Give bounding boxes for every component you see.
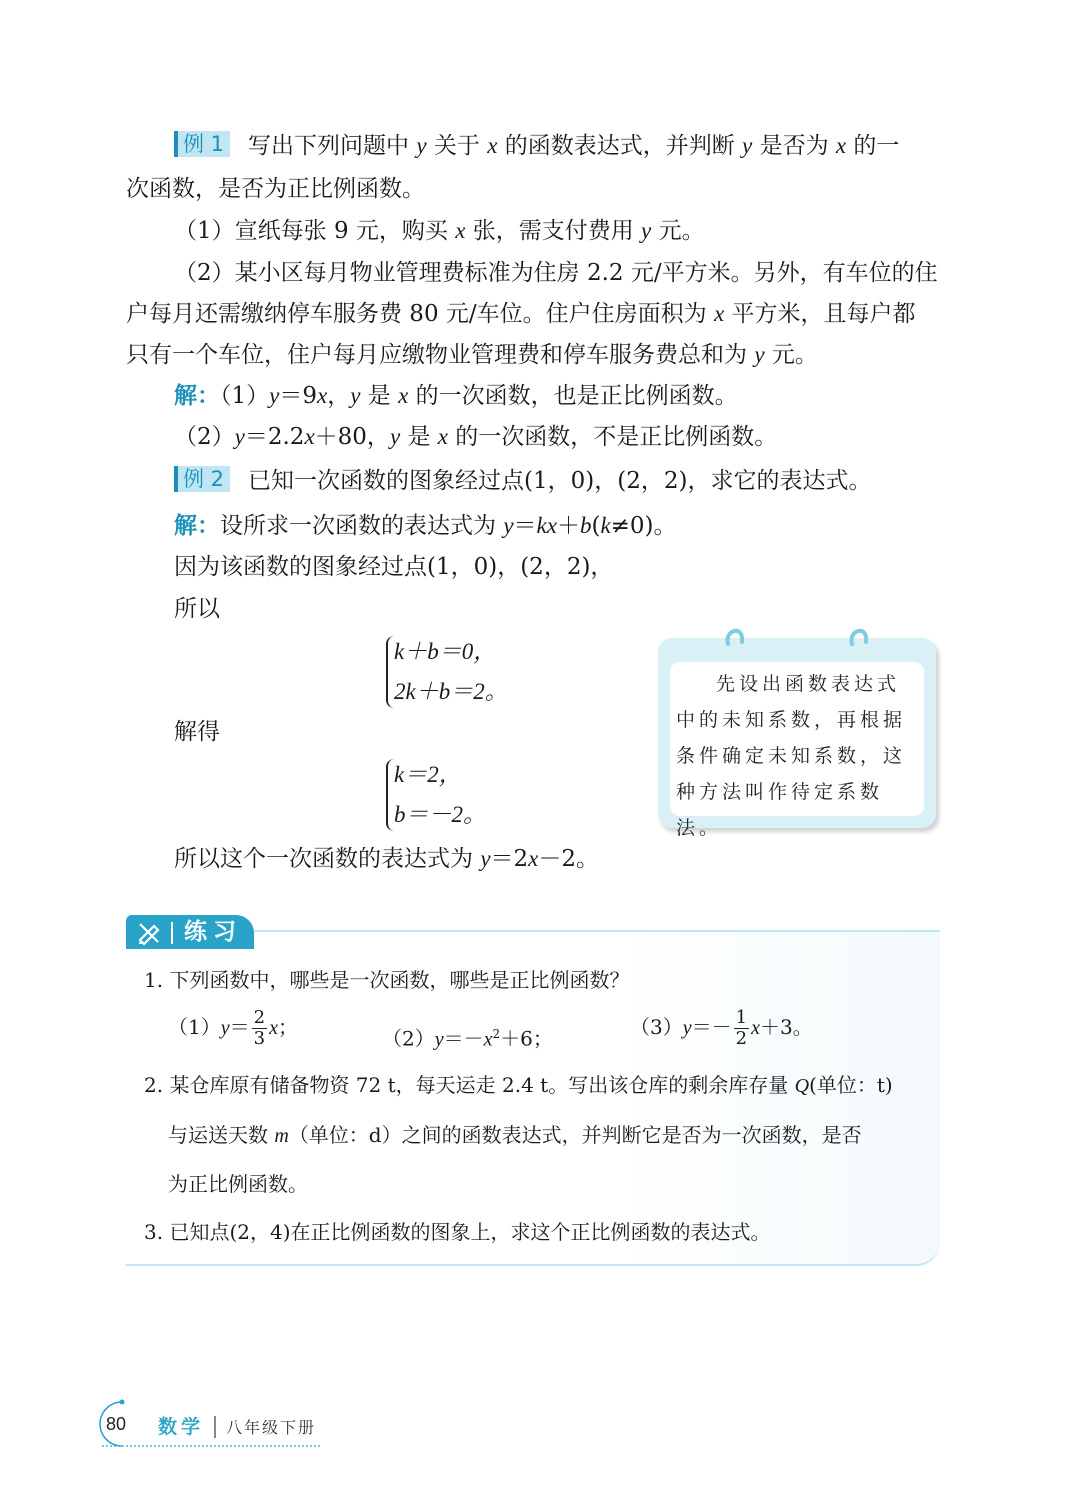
- equation-row: k＝2，: [394, 762, 462, 787]
- practice-title: 练习: [184, 919, 242, 945]
- example1-q2-line3: 只有一个车位，住户每月应缴物业管理费和停车服务费总和为 y 元。: [126, 342, 818, 368]
- example1-q1: （1）宣纸每张 9 元，购买 x 张，需支付费用 y 元。: [174, 218, 705, 244]
- example1-line1: 例 1 写出下列问题中 y 关于 x 的函数表达式，并判断 y 是否为 x 的一: [174, 130, 899, 162]
- example1-tag: 例 1: [174, 131, 230, 157]
- equation-row: b＝－2。: [394, 802, 486, 827]
- example2-solution3: 所以: [174, 596, 220, 622]
- practice-q1: 1. 下列函数中，哪些是一次函数，哪些是正比例函数？: [144, 968, 630, 992]
- example1-solution1: 解：（1）y＝9x，y 是 x 的一次函数，也是正比例函数。: [174, 383, 738, 409]
- example2-solution1: 解：设所求一次函数的表达式为 y＝kx＋b(k≠0)。: [174, 513, 677, 539]
- page-number: 80: [106, 1414, 127, 1434]
- practice-q2-line1: 2. 某仓库原有储备物资 72 t，每天运走 2.4 t。写出该仓库的剩余库存量 Q(单位：t): [144, 1073, 893, 1097]
- binder-ring-icon: [724, 622, 746, 652]
- practice-q2-line2: 与运送天数 m（单位：d）之间的函数表达式，并判断它是否为一次函数，是否: [168, 1123, 862, 1147]
- note-card: [658, 638, 936, 839]
- example2-solution2: 因为该函数的图象经过点(1，0)，(2，2)，: [174, 554, 614, 580]
- example1-line2: 次函数，是否为正比例函数。: [126, 176, 425, 202]
- practice-q1-item2: $(2)y=-x^2+6$；: [382, 1026, 553, 1051]
- footer-book-title: 八年级下册: [226, 1418, 317, 1437]
- example1-solution2: （2）y＝2.2x＋80，y 是 x 的一次函数，不是正比例函数。: [174, 424, 778, 450]
- footer-subject: 数学: [158, 1416, 205, 1438]
- solution-label: 解：: [174, 383, 220, 409]
- example1-q2-line2: 户每月还需缴纳停车服务费 80 元/车位。住户住房面积为 x 平方米，且每户都: [126, 301, 916, 327]
- example2-line1: 例 2 已知一次函数的图象经过点(1，0)，(2，2)，求它的表达式。: [174, 465, 871, 497]
- example1-q2-line1: （2）某小区每月物业管理费标准为住房 2.2 元/平方米。另外，有车位的住: [174, 260, 938, 286]
- example2-conclusion: 所以这个一次函数的表达式为 y＝2x－2。: [174, 846, 600, 872]
- equation-system-2: [386, 755, 586, 839]
- example2-solution4: 解得: [174, 719, 220, 745]
- practice-q3: 3. 已知点(2，4)在正比例函数的图象上，求这个正比例函数的表达式。: [144, 1220, 771, 1244]
- binder-ring-icon: [848, 622, 870, 652]
- practice-q2-line3: 为正比例函数。: [168, 1172, 308, 1196]
- note-text: 先设出函数表达式中的未知系数，再根据条件确定未知系数，这种方法叫作待定系数法。: [676, 673, 907, 839]
- practice-q1-item3: （3）y＝－ $\frac{1}{2}$ x＋3。: [630, 1007, 813, 1049]
- pencil-ruler-icon: [136, 920, 162, 946]
- solution-label: 解：: [174, 513, 220, 539]
- example2-tag: 例 2: [174, 466, 230, 492]
- equation-row: k＋b＝0，: [394, 639, 497, 664]
- practice-q1-item1: （1）y＝ $\frac{2}{3}$ x；: [168, 1007, 298, 1049]
- equation-system-1: [386, 632, 586, 716]
- equation-row: 2k＋b＝2。: [394, 679, 508, 704]
